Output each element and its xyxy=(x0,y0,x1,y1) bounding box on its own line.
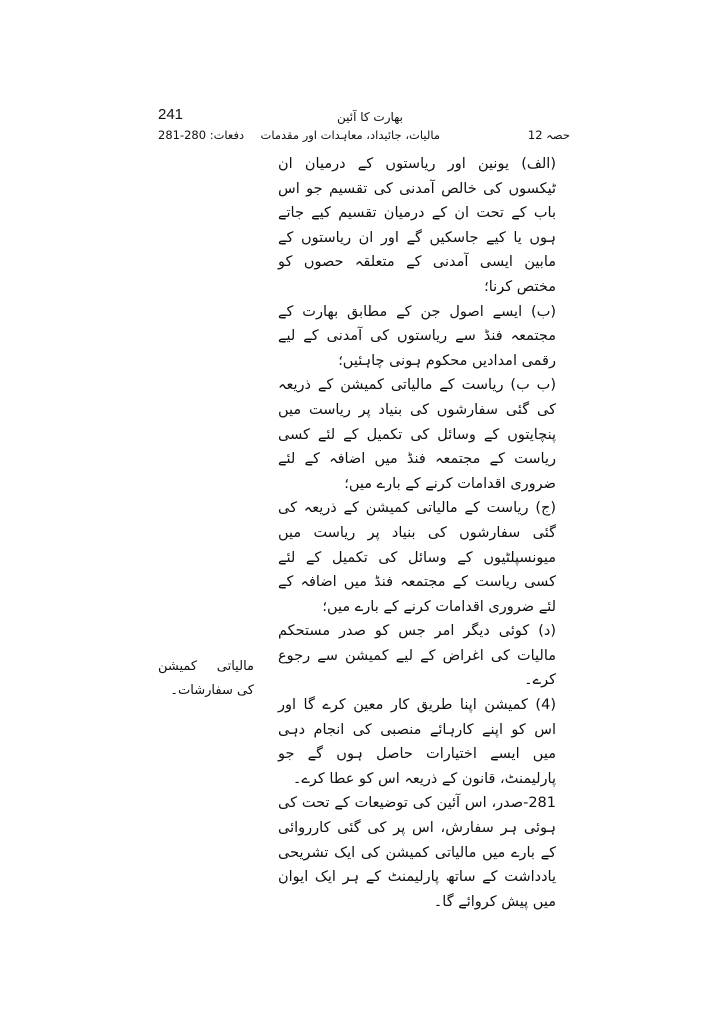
running-header xyxy=(158,128,570,146)
clause-alif: (الف) یونین اور ریاستوں کے درمیان ان ٹیکسوں کی خالص آمدنی کی تقسیم جو اس باب کے تحت ان کے درمیان تقسیم کیے جاتے ہوں یا کیے جاسکیں گے اور ان ریاستوں کے مابین ایسی آمدنی کے متعلقہ حصوں کو مختص کرنا؛ xyxy=(278,156,556,295)
clause-jeem: (ج) ریاست کے مالیاتی کمیشن کے ذریعہ کی گئی سفارشوں کی بنیاد پر ریاست میں میونسپلٹیوں کے وسائل کی تکمیل کے لئے کسی ریاست کے مجتمعہ فنڈ میں اضافہ کے لئے ضروری اقدامات کرنے کے بارے میں؛ xyxy=(278,500,556,615)
page-number: 241 xyxy=(158,106,184,123)
article-281: 281-صدر، اس آئین کی توضیعات کے تحت کی ہوئی ہر سفارش، اس پر کی گئی کارروائی کے بارے میں مالیاتی کمیشن کی ایک تشریحی یادداشت کے ساتھ پارلیمنٹ کے ہر ایک ایوان میں پیش کروائے گا۔ xyxy=(278,795,556,910)
book-title: بھارت کا آئین xyxy=(336,110,404,124)
part-label: حصہ 12 xyxy=(527,128,570,142)
clause-be-be: (ب ب) ریاست کے مالیاتی کمیشن کے ذریعہ کی گئی سفارشوں کی بنیاد پر ریاست میں پنچایتوں کے وسائل کی تکمیل کے لئے کسی ریاست کے مجتمعہ فنڈ میں اضافہ کے لئے ضروری اقدامات کرنے کے بارے میں؛ xyxy=(278,377,556,492)
body-text xyxy=(278,152,574,914)
clause-dal: (د) کوئی دیگر امر جس کو صدر مستحکم مالیات کی اغراض کے لیے کمیشن سے رجوع کرے۔ xyxy=(278,623,556,689)
clause-be: (ب) ایسے اصول جن کے مطابق بھارت کے مجتمعہ فنڈ سے ریاستوں کی آمدنی کے لیے رقمی امدادیں محکوم ہونی چاہئیں؛ xyxy=(278,303,556,369)
subject-label: مالیات، جائیداد، معاہدات اور مقدمات xyxy=(260,128,440,142)
marginal-note: مالیاتی کمیشن کی سفارشات۔ xyxy=(158,659,254,698)
articles-label: دفعات: 280-281 xyxy=(158,128,245,142)
clause-4: (4) کمیشن اپنا طریق کار معین کرے گا اور اس کو اپنے کارہائے منصبی کی انجام دہی میں ایسے اختیارات حاصل ہوں گے جو پارلیمنٹ، قانون کے ذریعہ اس کو عطا کرے۔ xyxy=(278,697,556,787)
